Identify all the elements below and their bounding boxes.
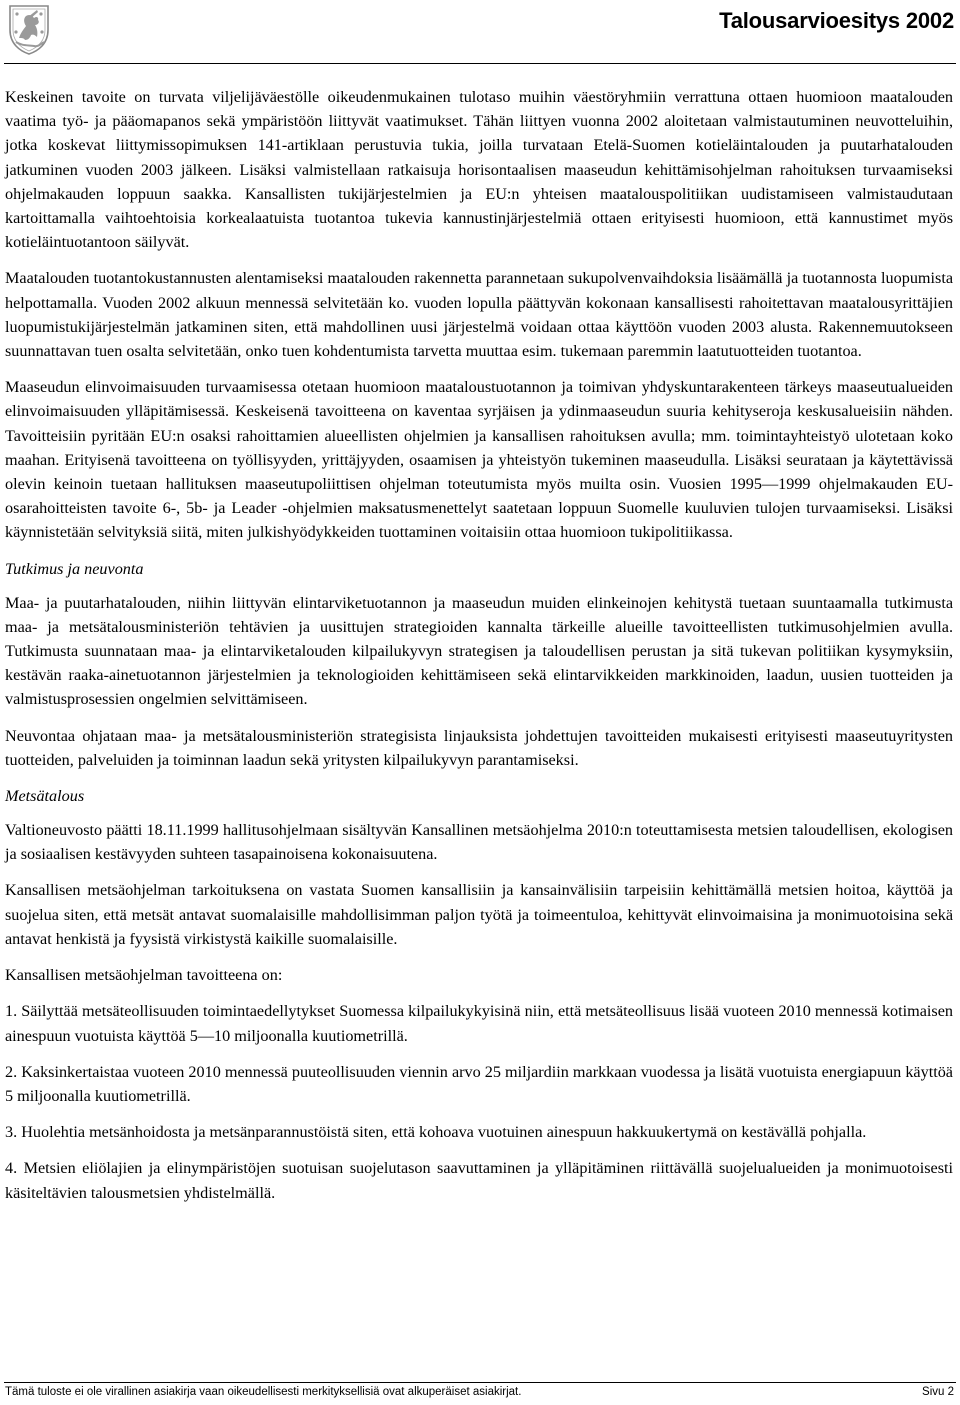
paragraph: Kansallisen metsäohjelman tarkoituksena on vastata Suomen kansallisiin ja kansainvälisiin tarpeisiin kehittämällä metsien hoitoa, käyttöä ja suojelua siten, että metsät antavat suomalaisille mahdollisimman paljon työtä ja toimeentuloa, kehittyvät elinvoimaisina ja monimuotoisina sekä antavat henkistä ja fyysistä virkistystä kaikille suomalaisille. [5, 881, 953, 948]
footer-divider [4, 1382, 956, 1383]
paragraph: Keskeinen tavoite on turvata viljelijäväestölle oikeudenmukainen tulotaso muihin väestöryhmiin verrattuna ottaen huomioon maatalouden vaatima työ- ja pääomapanos sekä ympäristöön liittyvät vaatimukset. Tähän liittyen vuonna 2002 aloitetaan valmistautuminen neuvotteluihin, jotka koskevat liittymissopimuksen 141-artiklaan perustuvia tukia, joilla turvataan Etelä-Suomen kotieläintalouden ja puutarhatalouden jatkuminen vuoden 2003 jälkeen. Lisäksi valmistellaan ratkaisuja horisontaalisen maaseudun kehittämisohjelman rahoituksen turvaamiseksi ohjelmakauden loppuun saakka. Kansallisten tukijärjestelmien ja EU:n yhteisen maatalouspolitiikan uudistamiseen valmistaudutaan kartoittamalla vaihtoehtoisia korkealaatuista tuotantoa tukevia kannustinjärjestelmiä ottaen erityisesti huomioon, että kannustimet myös kotieläintuotantoon säilyvät. [5, 88, 953, 252]
paragraph: Maatalouden tuotantokustannusten alentamiseksi maatalouden rakennetta parannetaan sukupolvenvaihdoksia lisäämällä ja tuotannosta luopumista helpottamalla. Vuoden 2002 alkuun mennessä selvitetään ko. vuoden lopulla päättyvän kokonaan kansallisesti rahoitettavan maatalousyrittäjien luopumistukijärjestelmän jatkaminen siten, että mahdollinen uusi järjestelmä voidaan ottaa käyttöön vuoden 2003 alusta. Rakennemuutokseen suunnattavan tuen osalta selvitetään, onko tuen kohdentumista tarvetta muuttaa esim. tukemaan paremmin laatutuotteiden tuotantoa. [5, 269, 953, 361]
list-item: 4. Metsien eliölajien ja elinympäristöjen suotuisan suojelutason saavuttaminen ja ylläpitäminen riittävällä suojelualueiden ja monimuotoisesti käsiteltävien talousmetsien yhdistelmällä. [5, 1159, 953, 1202]
footer-disclaimer: Tämä tuloste ei ole virallinen asiakirja vaan oikeudellisesti merkityksellisiä ovat alkuperäiset asiakirjat. [5, 1386, 522, 1398]
list-item: 3. Huolehtia metsänhoidosta ja metsänparannustöistä siten, että kohoava vuotuinen ainespuun hakkuukertymä on kestävällä pohjalla. [5, 1123, 867, 1142]
paragraph: Valtioneuvosto päätti 18.11.1999 hallitusohjelmaan sisältyvän Kansallinen metsäohjelma 2010:n toteuttamisesta metsien taloudellisen, ekologisen ja sosiaalisen kestävyyden suhteen tasapainoisena kokonaisuutena. [5, 821, 953, 864]
header-divider [4, 63, 956, 64]
document-body [5, 85, 953, 1217]
section-heading: Metsätalous [5, 787, 85, 806]
list-item: 1. Säilyttää metsäteollisuuden toimintaedellytykset Suomessa kilpailukykyisinä niin, että metsäteollisuus lisää vuoteen 2010 mennessä kotimaisen ainespuun vuotuista käyttöä 5—10 miljoonalla kuutiometrillä. [5, 1002, 953, 1045]
paragraph: Maaseudun elinvoimaisuuden turvaamisessa otetaan huomioon maataloustuotannon ja toimivan yhdyskuntarakenteen tärkeys maaseutualueiden elinvoimaisuuden ylläpitämisessä. Keskeisenä tavoitteena on kaventaa syrjäisen ja ydinmaaseudun suuria kehityseroja keskusalueisiin nähden. Tavoitteisiin pyritään EU:n osaksi rahoittamien alueellisten ohjelmien ja kansallisen rahoituksen avulla; mm. toimintayhteistyö ulotetaan koko maahan. Erityisenä tavoitteena on työllisyyden, yrittäjyyden, osaamisen ja yhteistyön tukeminen maaseudulla. Lisäksi seurataan ja käytettävissä olevin keinoin tuetaan hallituksen maaseutupoliittisen ohjelman toteutumista myös muilta osin. Vuosien 1995—1999 ohjelmakauden EU-osarahoitteisten tavoite 6-, 5b- ja Leader -ohjelmien maksatusmenettelyt saatetaan loppuun Suomelle kuuluvien tulojen turvaamiseksi. Lisäksi käynnistetään selvityksiä siitä, miten julkishyödykkeiden tuottaminen voitaisiin ottaa huomioon tukipolitiikassa. [5, 378, 953, 542]
page-number: Sivu 2 [922, 1386, 954, 1398]
list-item: 2. Kaksinkertaistaa vuoteen 2010 mennessä puuteollisuuden viennin arvo 25 miljardiin markkaan vuodessa ja lisätä vuotuista energiapuun käyttöä 5 miljoonalla kuutiometrillä. [5, 1062, 953, 1105]
section-heading: Tutkimus ja neuvonta [5, 559, 144, 578]
coat-of-arms-icon [4, 2, 54, 56]
paragraph: Neuvontaa ohjataan maa- ja metsätalousministeriön strategisista linjauksista johdettujen tavoitteiden mukaisesti erityisesti maaseutuyritysten tuotteiden, palveluiden ja toiminnan laadun sekä yritysten kilpailukyvyn parantamiseksi. [5, 726, 953, 769]
page-header [0, 0, 960, 60]
document-title: Talousarvioesitys 2002 [719, 8, 954, 33]
paragraph: Kansallisen metsäohjelman tavoitteena on: [5, 966, 283, 985]
paragraph: Maa- ja puutarhatalouden, niihin liittyvän elintarviketuotannon ja maaseudun muiden elinkeinojen kehitystä tuetaan suuntaamalla tutkimusta maa- ja metsätalousministeriön tehtävien ja uusittujen strategioiden kannalta tärkeille alueille tavoitteellisten tutkimusohjelmien avulla. Tutkimusta suunnataan maa- ja elintarviketalouden kilpailukyvyn strategisen ja taloudellisen perustan ja sitä tukevan politiikan kysymyksiin, kestävän raaka-ainetuotannon järjestelmien ja teknologioiden kehittämiseen sekä elintarvikkeiden markkinoiden, laadun, uusien tuotteiden ja valmistusprosessien ongelmien selvittämiseen. [5, 593, 953, 709]
